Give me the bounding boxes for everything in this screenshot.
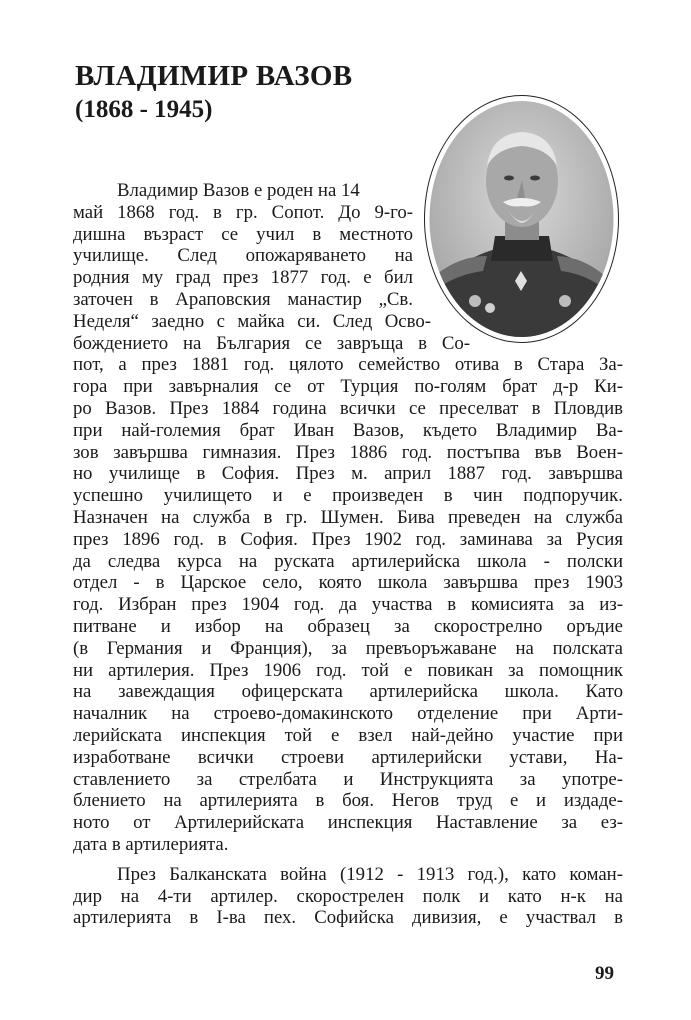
text-line: ставлението за стрелбата и Инструкцията за употре- <box>73 768 623 790</box>
article-body <box>73 180 623 929</box>
text-line: през 1896 год. в София. През 1902 год. заминава за Русия <box>73 528 623 550</box>
text-line: ното от Артилерийската инспекция Наставление за ез- <box>73 812 623 834</box>
paragraph-gap <box>73 856 623 864</box>
text-line: отдел - в Царское село, която школа завършва през 1903 <box>73 572 623 594</box>
text-line: дата в артилерията. <box>73 833 229 855</box>
text-line: бождението на България се завръща в Со- <box>73 332 470 354</box>
page-title: ВЛАДИМИР ВАЗОВ <box>75 60 353 92</box>
text-line: но училище в София. През м. април 1887 год. завършва <box>73 463 623 485</box>
text-line: май 1868 год. в гр. Сопот. До 9-го- <box>73 201 413 223</box>
text-line: началник на строево-домакинското отделение при Арти- <box>73 703 623 725</box>
page-number: 99 <box>595 963 614 984</box>
text-line: изработване всички строеви артилерийски устави, На- <box>73 746 623 768</box>
text-line: блението на артилерията в боя. Негов труд е и издаде- <box>73 790 623 812</box>
text-line: питване и избор на образец за скорострелно оръдие <box>73 615 623 637</box>
text-line: ро Вазов. През 1884 година всички се преселват в Пловдив <box>73 397 623 419</box>
text-line: дир на 4-ти артилер. скорострелен полк и като н-к на <box>73 885 623 907</box>
text-line: Неделя“ заедно с майка си. След Осво- <box>73 310 431 332</box>
text-line: (в Германия и Франция), за превъоръжаване на полската <box>73 637 623 659</box>
text-line: год. Избран през 1904 год. да участва в комисията за из- <box>73 594 623 616</box>
life-years: (1868 - 1945) <box>75 96 213 123</box>
text-line: гора при завърналия се от Турция по-голям брат д-р Ки- <box>73 376 623 398</box>
text-line: Владимир Вазов е роден на 14 <box>117 180 360 201</box>
text-line: училище. След опожаряването на <box>73 245 413 267</box>
text-line: на завеждащия офицерската артилерийска школа. Като <box>73 681 623 703</box>
text-line: при най-големия брат Иван Вазов, където Владимир Ва- <box>73 419 623 441</box>
text-line: родния му град през 1877 год. е бил <box>73 267 413 289</box>
text-line: пот, а през 1881 год. цялото семейство отива в Стара За- <box>73 354 623 376</box>
text-line: зов завършва гимназия. През 1886 год. постъпва във Воен- <box>73 441 623 463</box>
text-line: успешно училището и е произведен в чин подпоручик. <box>73 485 623 507</box>
text-line: заточен в Араповския манастир „Св. <box>73 288 413 310</box>
text-line: Назначен на служба в гр. Шумен. Бива преведен на служба <box>73 506 623 528</box>
text-line: През Балканската война (1912 - 1913 год.), като коман- <box>117 863 623 885</box>
text-line: артилерията в I-ва пех. Софийска дивизия, е участвал в <box>73 907 623 929</box>
text-line: да следва курса на руската артилерийска школа - полски <box>73 550 623 572</box>
text-line: лерийската инспекция той е взел най-дейно участие при <box>73 724 623 746</box>
text-line: дишна възраст се учил в местното <box>73 223 413 245</box>
text-line: ни артилерия. През 1906 год. той е повикан за помощник <box>73 659 623 681</box>
